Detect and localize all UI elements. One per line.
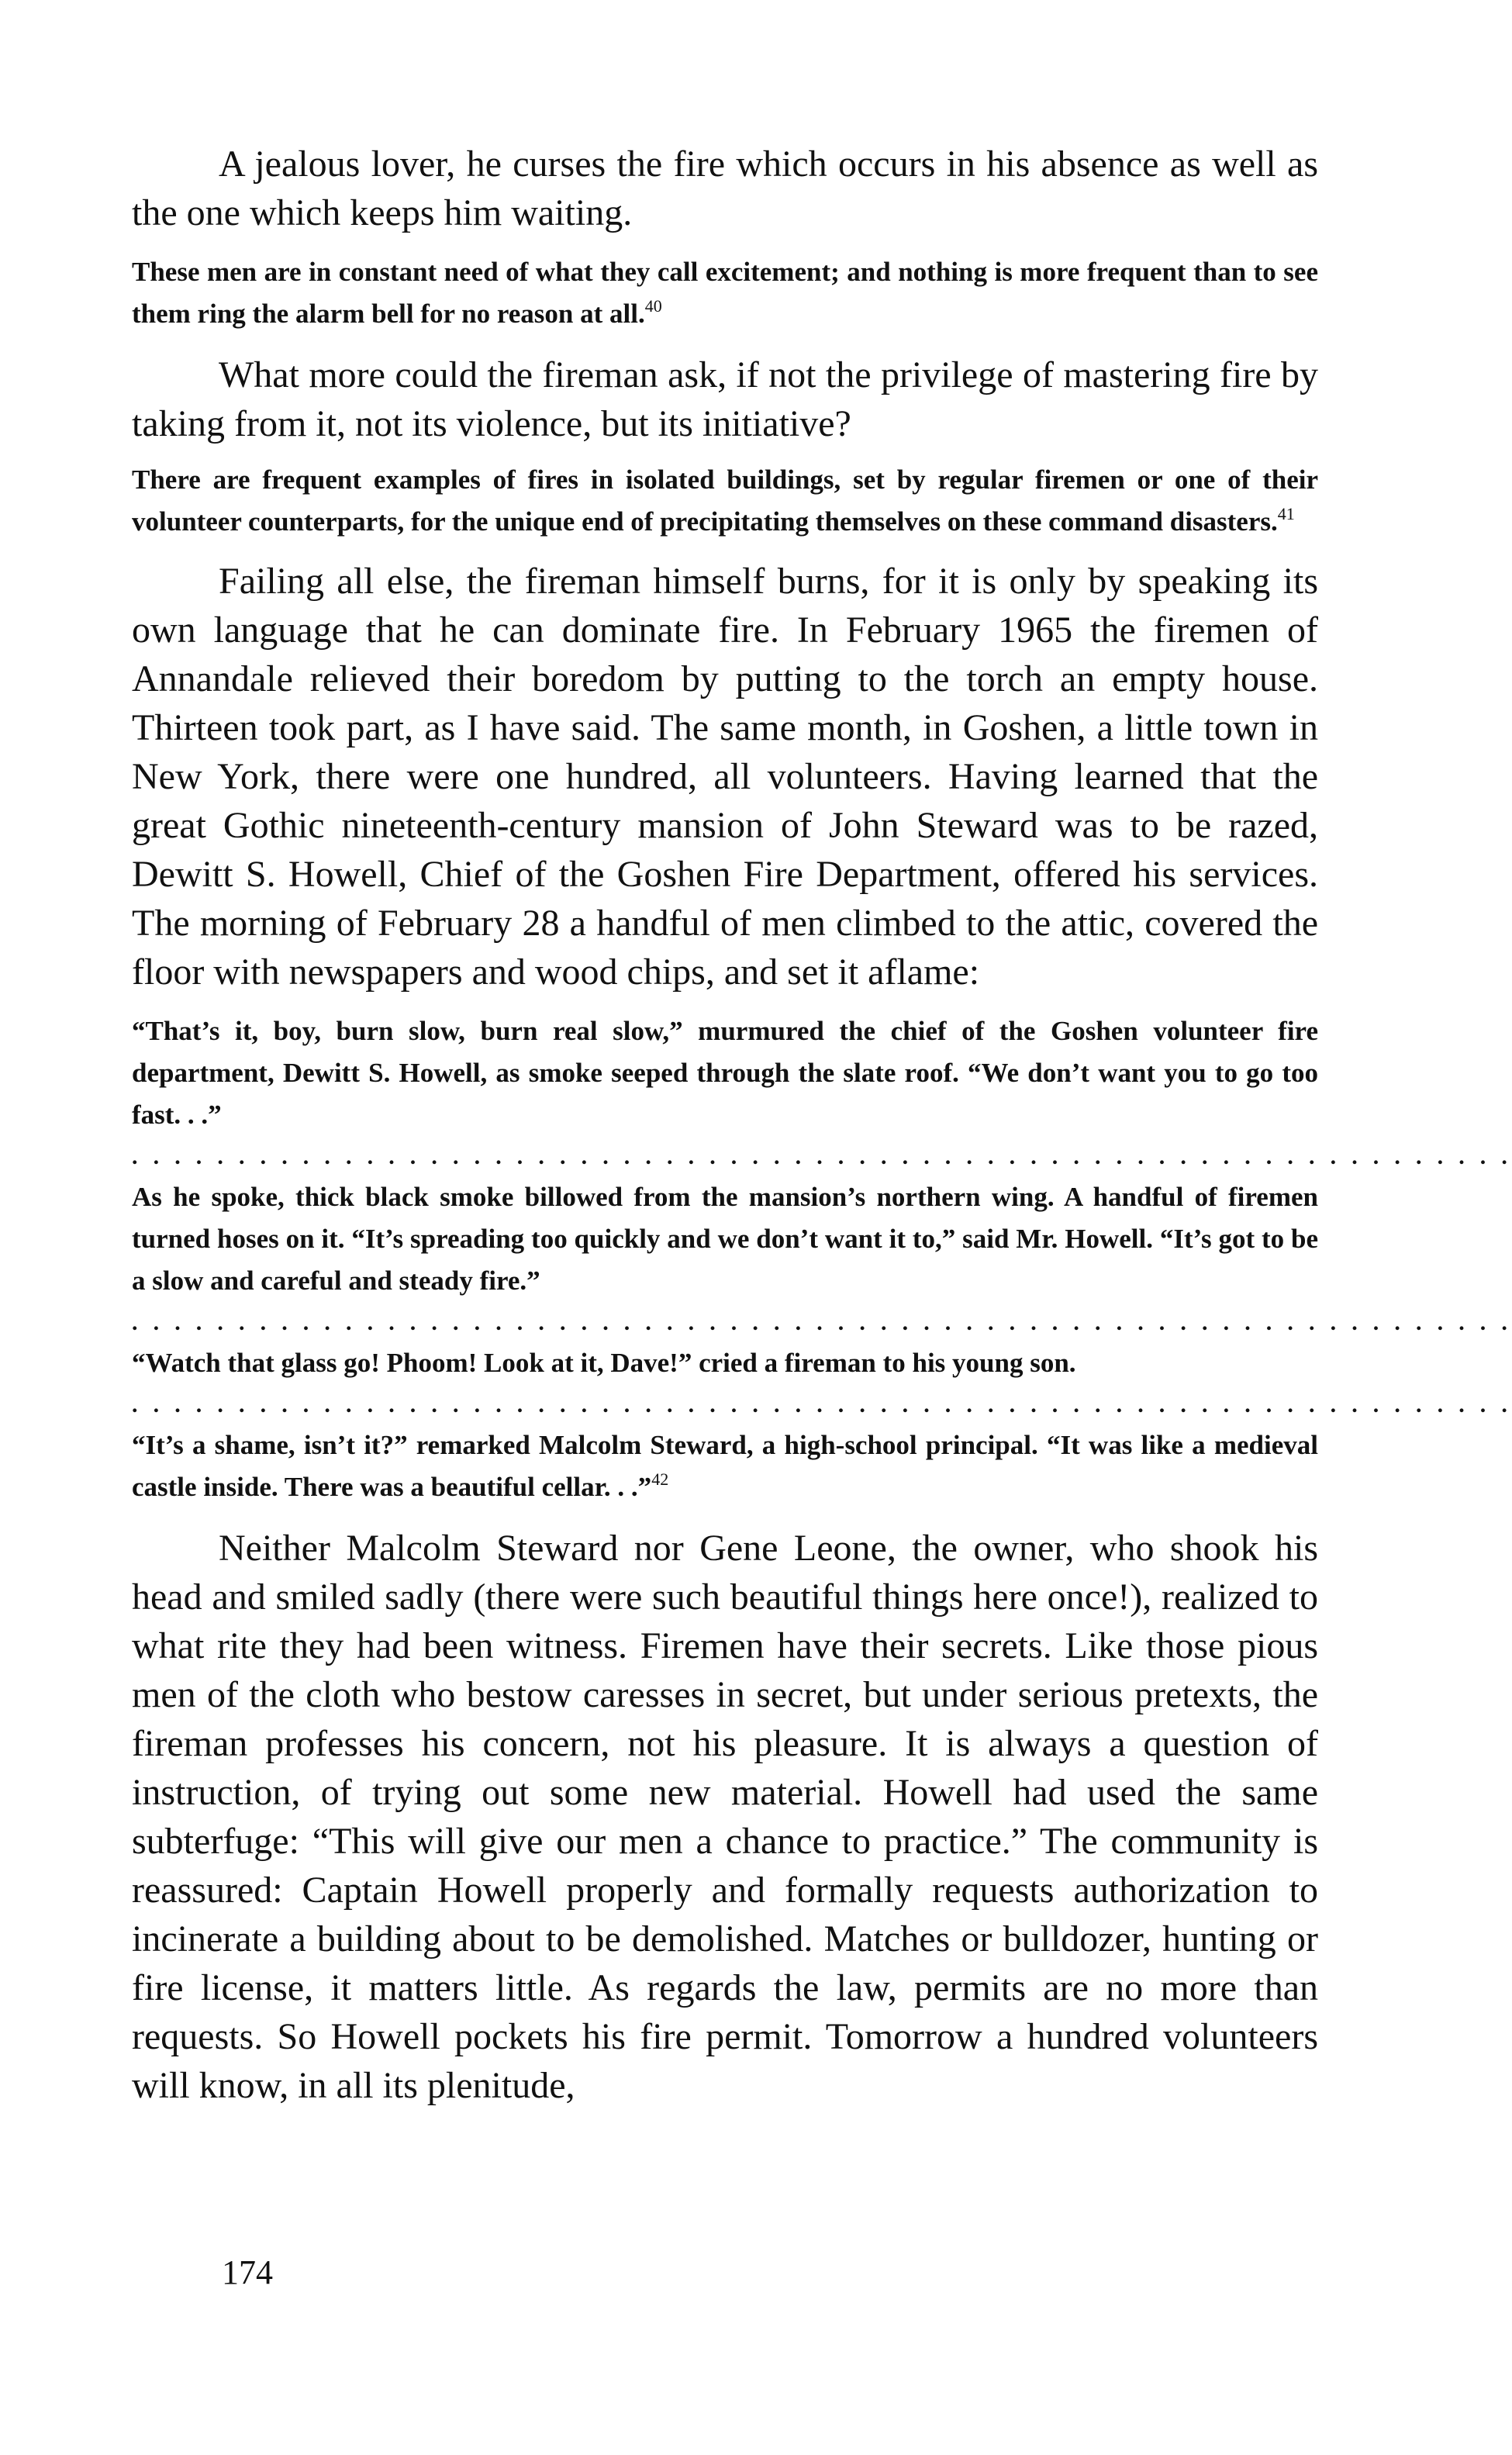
paragraph-privilege: What more could the fireman ask, if not the privilege of mastering fire by taking from it, not its violence, but its initiative? [132, 354, 1318, 444]
footnote-ref-42: 42 [651, 1469, 669, 1489]
quote-excitement-text: These men are in constant need of what they call excitement; and nothing is more frequent than to see them ring the alarm bell for no reason at all. [132, 257, 1318, 329]
paragraph-jealous-lover: A jealous lover, he curses the fire which occurs in his absence as well as the one which keeps him waiting. [132, 143, 1318, 233]
quote-isolated-buildings [132, 459, 1318, 543]
quote-shame-text: “It’s a shame, isn’t it?” remarked Malcolm Steward, a high-school principal. “It was like a medieval castle inside. There was a beautiful cellar. . .” [132, 1430, 1318, 1502]
quote-watch-glass: “Watch that glass go! Phoom! Look at it, Dave!” cried a fireman to his young son. [132, 1348, 1076, 1378]
quote-isolated-buildings-text: There are frequent examples of fires in isolated buildings, set by regular firemen or one of their volunteer counterparts, for the unique end of precipitating themselves on these command disasters. [132, 464, 1318, 537]
paragraph-goshen: Failing all else, the fireman himself burns, for it is only by speaking its own language that he can dominate fire. In February 1965 the firemen of Annandale relieved their boredom by putting to the torch an empty house. Thirteen took part, as I have said. The same month, in Goshen, a little town in New York, there were one hundred, all volunteers. Having learned that the great Gothic nineteenth-century mansion of John Steward was to be razed, Dewitt S. Howell, Chief of the Goshen Fire Department, offered his services. The morning of February 28 a handful of men climbed to the attic, covered the floor with newspapers and wood chips, and set it aflame: [132, 561, 1318, 993]
paragraph-rite: Neither Malcolm Steward nor Gene Leone, the owner, who shook his head and smiled sadly (there were such beautiful things here once!), realized to what rite they had been witness. Firemen have their secrets. Like those pious men of the cloth who bestow caresses in secret, but under serious pretexts, the fireman professes his concern, not his pleasure. It is always a question of instruction, of trying out some new material. Howell had used the same subterfuge: “This will give our men a chance to practice.” The community is reassured: Captain Howell properly and formally requests authorization to incinerate a building about to be demolished. Matches or bulldozer, hunting or fire license, it matters little. As regards the law, permits are no more than requests. So Howell pockets his fire permit. Tomorrow a hundred volunteers will know, in all its plenitude, [132, 1528, 1318, 2106]
quote-excitement [132, 251, 1318, 335]
separator-dots: . . . . . . . . . . . . . . . . . . . . . . . . . . . . . . . . . . . . . . . . . . . . . . . . . . . . . . . . . . . . . . . . . [132, 1144, 1512, 1169]
quote-black-smoke: As he spoke, thick black smoke billowed from the mansion’s northern wing. A handful of firemen turned hoses on it. “It’s spreading too quickly and we don’t want it to,” said Mr. Howell. “It’s got to be a slow and careful and steady fire.” [132, 1182, 1318, 1296]
footnote-ref-41: 41 [1277, 504, 1295, 523]
footnote-ref-40: 40 [644, 296, 662, 316]
quote-burn-slow: “That’s it, boy, burn slow, burn real slow,” murmured the chief of the Goshen volunteer fire department, Dewitt S. Howell, as smoke seeped through the slate roof. “We don’t want you to go too fast. . .” [132, 1016, 1318, 1130]
separator-dots: . . . . . . . . . . . . . . . . . . . . . . . . . . . . . . . . . . . . . . . . . . . . . . . . . . . . . . . . . . . . . . . . . [132, 1310, 1512, 1335]
quote-shame [132, 1424, 1318, 1508]
page-body [132, 132, 1512, 2110]
page-number: 174 [222, 2253, 273, 2291]
separator-dots: . . . . . . . . . . . . . . . . . . . . . . . . . . . . . . . . . . . . . . . . . . . . . . . . . . . . . . . . . . . . . . . . . [132, 1392, 1512, 1417]
